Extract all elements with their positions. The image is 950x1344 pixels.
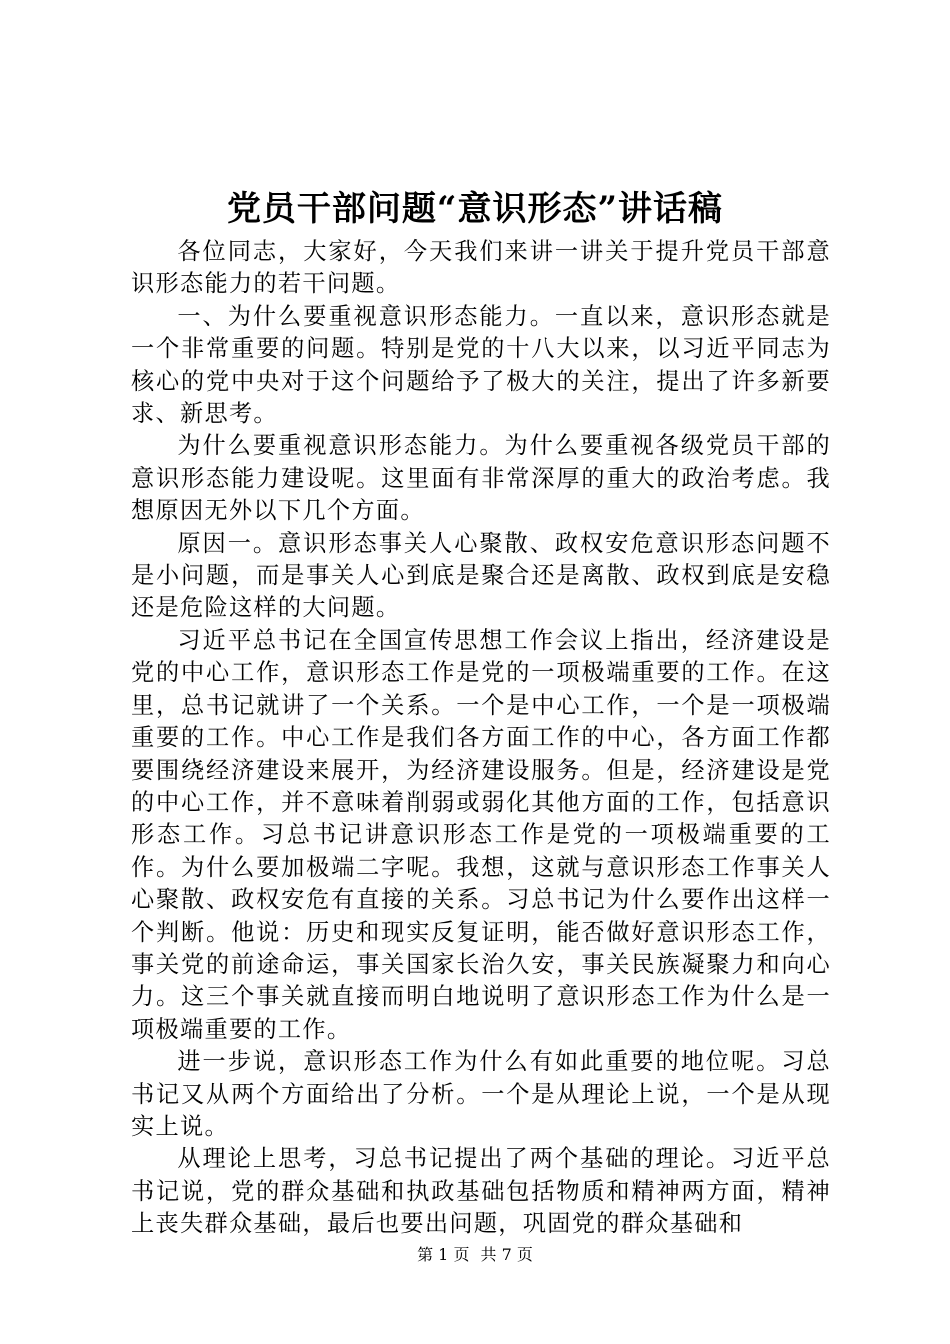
paragraph-reason-one: 原因一。意识形态事关人心聚散、政权安危意识形态问题不是小问题，而是事关人心到底是聚合还是离散、政权到底是安稳还是危险这样的大问题。 bbox=[131, 529, 831, 622]
page-number: 第 1 页 bbox=[417, 1245, 470, 1264]
document-title: 党员干部问题“意识形态”讲话稿 bbox=[226, 189, 724, 229]
paragraph-further: 进一步说，意识形态工作为什么有如此重要的地位呢。习总书记又从两个方面给出了分析。一个是从理论上说，一个是从现实上说。 bbox=[131, 1048, 831, 1140]
document-body bbox=[131, 236, 831, 1241]
paragraph-why-important: 为什么要重视意识形态能力。为什么要重视各级党员干部的意识形态能力建设呢。这里面有非常深厚的重大的政治考虑。我想原因无外以下几个方面。 bbox=[131, 432, 831, 525]
page-total: 共 7 页 bbox=[480, 1245, 533, 1264]
page-footer bbox=[0, 1244, 950, 1266]
paragraph-xi-speech: 习近平总书记在全国宣传思想工作会议上指出，经济建设是党的中心工作，意识形态工作是党的一项极端重要的工作。在这里，总书记就讲了一个关系。一个是中心工作，一个是一项极端重要的工作。中心工作是我们各方面工作的中心，各方面工作都要围绕经济建设来展开，为经济建设服务。但是，经济建设是党的中心工作，并不意味着削弱或弱化其他方面的工作，包括意识形态工作。习总书记讲意识形态工作是党的一项极端重要的工作。为什么要加极端二字呢。我想，这就与意识形态工作事关人心聚散、政权安危有直接的关系。习总书记为什么要作出这样一个判断。他说：历史和现实反复证明，能否做好意识形态工作，事关党的前途命运，事关国家长治久安，事关民族凝聚力和向心力。这三个事关就直接而明白地说明了意识形态工作为什么是一项极端重要的工作。 bbox=[131, 626, 831, 1043]
paragraph-section-one: 一、为什么要重视意识形态能力。一直以来，意识形态就是一个非常重要的问题。特别是党的十八大以来，以习近平同志为核心的党中央对于这个问题给予了极大的关注，提出了许多新要求、新思考。 bbox=[131, 302, 831, 428]
paragraph-greeting: 各位同志，大家好，今天我们来讲一讲关于提升党员干部意识形态能力的若干问题。 bbox=[131, 238, 831, 298]
paragraph-theory: 从理论上思考，习总书记提出了两个基础的理论。习近平总书记说，党的群众基础和执政基础包括物质和精神两方面，精神上丧失群众基础，最后也要出问题，巩固党的群众基础和 bbox=[131, 1145, 831, 1238]
